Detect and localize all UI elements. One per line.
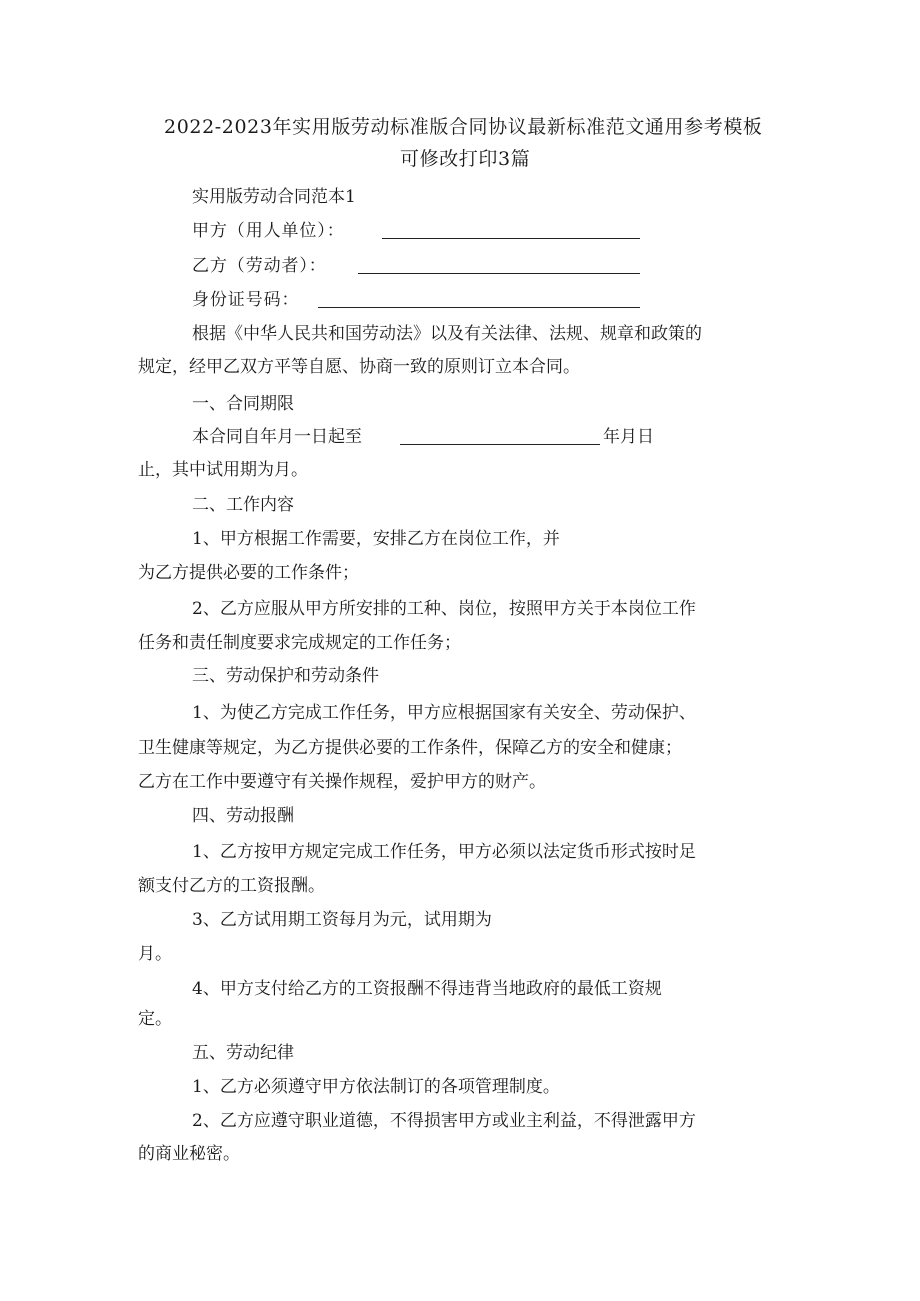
party-b-blank: [358, 273, 640, 274]
term-paragraph-end: 年月日: [603, 427, 654, 447]
work-item-line: 2、乙方应服从甲方所安排的工种、岗位，按照甲方关于本岗位工作: [192, 599, 696, 619]
protection-item-line: 卫生健康等规定，为乙方提供必要的工作条件，保障乙方的安全和健康；: [138, 738, 682, 758]
section-heading-work: 二、工作内容: [192, 495, 294, 515]
pay-item-line: 定。: [138, 1009, 172, 1029]
discipline-item-line: 1、乙方必须遵守甲方依法制订的各项管理制度。: [192, 1077, 560, 1097]
document-title: 2022-2023年实用版劳动标准版合同协议最新标准范文通用参考模板: [164, 116, 763, 138]
intro-paragraph-line: 根据《中华人民共和国劳动法》以及有关法律、法规、规章和政策的: [192, 324, 702, 344]
pay-item-line: 3、乙方试用期工资每月为元，试用期为: [192, 910, 492, 930]
section-heading-pay: 四、劳动报酬: [192, 806, 294, 826]
pay-item-line: 4、甲方支付给乙方的工资报酬不得违背当地政府的最低工资规: [192, 979, 662, 999]
pay-item-line: 月。: [138, 944, 172, 964]
work-item-line: 为乙方提供必要的工作条件；: [138, 563, 359, 583]
pay-item-line: 额支付乙方的工资报酬。: [138, 876, 325, 896]
discipline-item-line: 2、乙方应遵守职业道德，不得损害甲方或业主利益，不得泄露甲方: [192, 1111, 696, 1131]
section-heading-term: 一、合同期限: [192, 394, 294, 414]
intro-paragraph-line: 规定，经甲乙双方平等自愿、协商一致的原则订立本合同。: [138, 357, 580, 377]
id-number-label: 身份证号码：: [192, 290, 300, 310]
protection-item-line: 乙方在工作中要遵守有关操作规程，爱护甲方的财产。: [138, 772, 546, 792]
protection-item-line: 1、为使乙方完成工作任务，甲方应根据国家有关安全、劳动保护、: [192, 703, 696, 723]
term-paragraph-start: 本合同自年月一日起至: [192, 427, 362, 447]
sample-heading: 实用版劳动合同范本1: [192, 187, 356, 207]
pay-item-line: 1、乙方按甲方规定完成工作任务，甲方必须以法定货币形式按时足: [192, 842, 696, 862]
party-b-label: 乙方（劳动者）：: [192, 256, 327, 276]
section-heading-discipline: 五、劳动纪律: [192, 1043, 294, 1063]
party-a-blank: [382, 238, 640, 239]
term-end-blank: [400, 444, 600, 445]
discipline-item-line: 的商业秘密。: [138, 1144, 240, 1164]
work-item-line: 任务和责任制度要求完成规定的工作任务；: [138, 633, 461, 653]
term-paragraph-line: 止，其中试用期为月。: [138, 460, 308, 480]
party-a-label: 甲方（用人单位）：: [192, 221, 345, 241]
work-item-line: 1、甲方根据工作需要，安排乙方在岗位工作，并: [192, 529, 560, 549]
document-subtitle: 可修改打印3篇: [400, 148, 531, 170]
section-heading-protection: 三、劳动保护和劳动条件: [192, 666, 379, 686]
id-number-blank: [318, 307, 640, 308]
